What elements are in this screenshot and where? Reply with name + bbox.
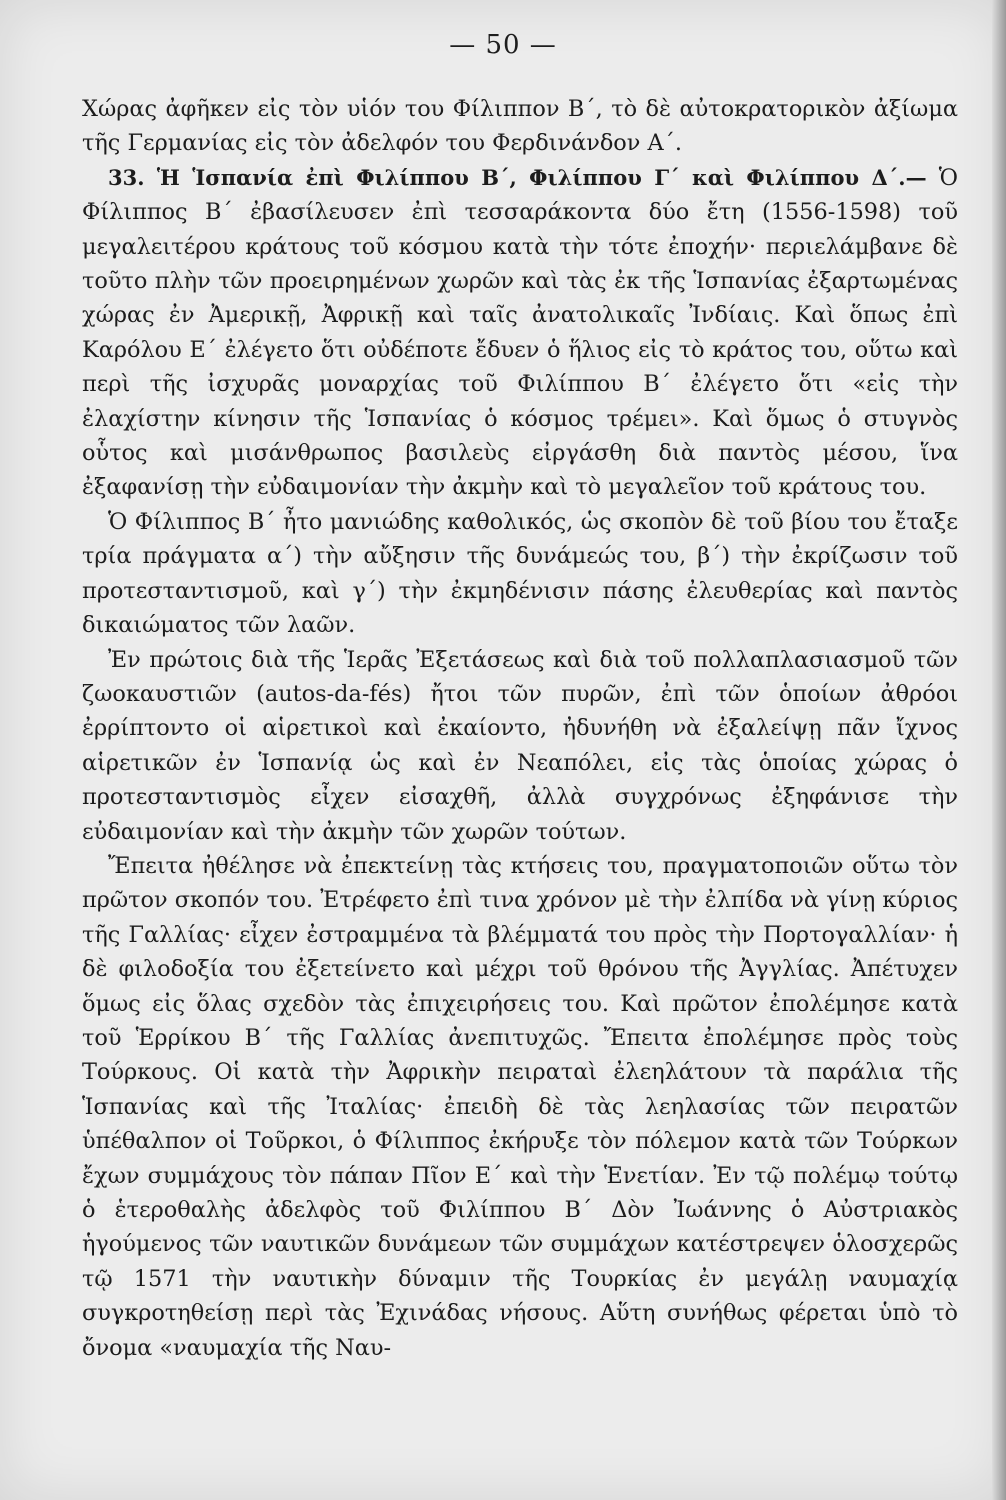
section-text: Ὁ Φίλιππος Β΄ ἐβασίλευσεν ἐπὶ τεσσαράκοντα δύο ἔτη (1556-1598) τοῦ μεγαλειτέρου κράτους τοῦ κόσμου κατὰ τὴν τότε ἐποχήν· περιελάμβανε δὲ τοῦτο πλὴν τῶν προειρημένων χωρῶν καὶ τὰς ἐκ τῆς Ἱσπανίας ἐξαρτωμένας χώρας ἐν Ἀμερικῇ, Ἀφρικῇ καὶ ταῖς ἀνατολικαῖς Ἰνδίαις. Καὶ ὅπως ἐπὶ Καρόλου Ε΄ ἐλέγετο ὅτι οὐδέποτε ἔδυεν ὁ ἥλιος εἰς τὸ κράτος του, οὕτω καὶ περὶ τῆς ἰσχυρᾶς μοναρχίας τοῦ Φιλίππου Β΄ ἐλέγετο ὅτι «εἰς τὴν ἐλαχίστην κίνησιν τῆς Ἱσπανίας ὁ κόσμος τρέμει». Καὶ ὅμως ὁ στυγνὸς οὗτος καὶ μισάνθρωπος βασιλεὺς εἰργάσθη διὰ παντὸς μέσου, ἵνα ἐξαφανίσῃ τὴν εὐδαιμονίαν τὴν ἀκμὴν καὶ τὸ μεγαλεῖον τοῦ κράτους του. xyxy=(82,164,959,501)
page-number: — 50 — xyxy=(449,30,557,60)
continuation-paragraph: Χώρας ἀφῆκεν εἰς τὸν υἱόν του Φίλιππον Β΄, τὸ δὲ αὐτοκρατορικὸν ἀξίωμα τῆς Γερμανίας εἰς τὸν ἀδελφόν του Φερδινάνδον Α΄. xyxy=(82,96,958,157)
body-text xyxy=(82,92,958,1365)
section-paragraph xyxy=(82,161,958,505)
paragraph: Ὁ Φίλιππος Β΄ ἦτο μανιώδης καθολικός, ὡς σκοπὸν δὲ τοῦ βίου του ἔταξε τρία πράγματα α΄) τὴν αὔξησιν τῆς δυνάμεώς του, β΄) τὴν ἐκρίζωσιν τοῦ προτεσταντισμοῦ, καὶ γ΄) τὴν ἐκμηδένισιν πάσης ἐλευθερίας καὶ παντὸς δικαιώματος τῶν λαῶν. xyxy=(82,508,958,639)
page-edge-shadow xyxy=(992,0,1006,1500)
paragraph: Ἐν πρώτοις διὰ τῆς Ἱερᾶς Ἐξετάσεως καὶ διὰ τοῦ πολλαπλασιασμοῦ τῶν ζωοκαυστιῶν (autos-da-fés) ἤτοι τῶν πυρῶν, ἐπὶ τῶν ὁποίων ἀθρόοι ἐρρίπτοντο οἱ αἱρετικοὶ καὶ ἐκαίοντο, ἠδυνήθη νὰ ἐξαλείψῃ πᾶν ἴχνος αἱρετικῶν ἐν Ἱσπανίᾳ ὡς καὶ ἐν Νεαπόλει, εἰς τὰς ὁποίας χώρας ὁ προτεσταντισμὸς εἶχεν εἰσαχθῆ, ἀλλὰ συγχρόνως ἐξηφάνισε τὴν εὐδαιμονίαν καὶ τὴν ἀκμὴν τῶν χωρῶν τούτων. xyxy=(82,646,958,845)
paragraph: Ἔπειτα ἠθέλησε νὰ ἐπεκτείνῃ τὰς κτήσεις του, πραγματοποιῶν οὕτω τὸν πρῶτον σκοπόν του. Ἐτρέφετο ἐπὶ τινα χρόνον μὲ τὴν ἐλπίδα νὰ γίνῃ κύριος τῆς Γαλλίας· εἶχεν ἐστραμμένα τὰ βλέμματά του πρὸς τὴν Πορτογαλλίαν· ἡ δὲ φιλοδοξία του ἐξετείνετο καὶ μέχρι τοῦ θρόνου τῆς Ἀγγλίας. Ἀπέτυχεν ὅμως εἰς ὅλας σχεδὸν τὰς ἐπιχειρήσεις του. Καὶ πρῶτον ἐπολέμησε κατὰ τοῦ Ἑρρίκου Β΄ τῆς Γαλλίας ἀνεπιτυχῶς. Ἔπειτα ἐπολέμησε πρὸς τοὺς Τούρκους. Οἱ κατὰ τὴν Ἀφρικὴν πειραταὶ ἐλεηλάτουν τὰ παράλια τῆς Ἱσπανίας καὶ τῆς Ἰταλίας· ἐπειδὴ δὲ τὰς λεηλασίας τῶν πειρατῶν ὑπέθαλπον οἱ Τοῦρκοι, ὁ Φίλιππος ἐκήρυξε τὸν πόλεμον κατὰ τῶν Τούρκων ἔχων συμμάχους τὸν πάπαν Πῖον Ε΄ καὶ τὴν Ἑνετίαν. Ἐν τῷ πολέμῳ τούτῳ ὁ ἑτεροθαλὴς ἀδελφὸς τοῦ Φιλίππου Β΄ Δὸν Ἰωάννης ὁ Αὐστριακὸς ἡγούμενος τῶν ναυτικῶν δυνάμεων τῶν συμμάχων κατέστρεψεν ὁλοσχερῶς τῷ 1571 τὴν ναυτικὴν δύναμιν τῆς Τουρκίας ἐν μεγάλῃ ναυμαχίᾳ συγκροτηθείσῃ περὶ τὰς Ἐχινάδας νήσους. Αὕτη συνήθως φέρεται ὑπὸ τὸ ὄνομα «ναυμαχία τῆς Ναυ- xyxy=(82,852,958,1361)
section-heading: 33. Ἡ Ἱσπανία ἐπὶ Φιλίππου Β΄, Φιλίππου Γ΄ καὶ Φιλίππου Δ΄.— xyxy=(108,164,927,190)
